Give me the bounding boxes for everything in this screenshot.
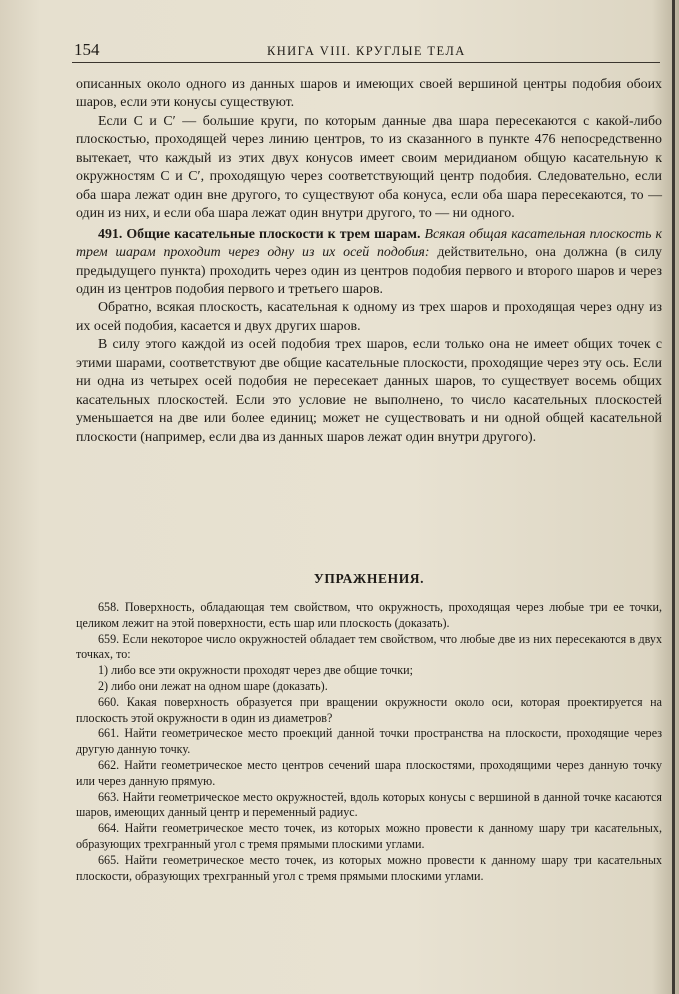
- exercises-list: [76, 600, 662, 884]
- section-491: [76, 226, 662, 300]
- running-head: КНИГА VIII. КРУГЛЫЕ ТЕЛА: [267, 44, 466, 58]
- main-text: [76, 76, 662, 447]
- section-theorem: Всякая общая касательная плоскость к трем шарам проходит через одну из их осей подобия:: [76, 226, 662, 261]
- section-number: 491.: [98, 226, 123, 242]
- paragraph: Обратно, всякая плоскость, касательная к одному из трех шаров и проходящая через одну из их осей подобия, касается и двух других шаров.: [76, 300, 662, 334]
- exercise-659-item-1: 1) либо все эти окружности проходят через две общие точки;: [98, 663, 413, 678]
- exercises-heading: УПРАЖНЕНИЯ.: [313, 571, 425, 586]
- paragraph: Если C и C′ — большие круги, по которым данные два шара пересекаются с какой-либо плоскостью, проходящей через линию центров, то из сказанного в пункте 476 непосредственно вытекает, что каждый из этих двух конусов имеет своим меридианом общую касательную к окружностям C и C′, проходящую через соответствующий центр подобия. Следовательно, если оба шара лежат один вне другого, то существуют оба конуса, если оба шара пересекаются, то — один из них, и если оба шара лежат один внутри другого, то — ни одного.: [76, 113, 662, 222]
- paragraph: В силу этого каждой из осей подобия трех шаров, если только она не имеет общих точек с этими шарами, соответствуют две общие касательные плоскости, проходящие через эту ось. Если ни одна из четырех осей подобия не пересекает данных шаров, то существует восемь общих касательных плоскостей. Если это условие не выполнено, то число касательных плоскостей уменьшается на две или более единиц; может не существовать и ни одной общей касательной плоскости (например, если два из данных шаров лежат один внутри другого).: [76, 337, 662, 445]
- exercise-659: 659. Если некоторое число окружностей обладает тем свойством, что любые две из них пересекаются в двух точках, то:: [76, 631, 662, 662]
- section-title: Общие касательные плоскости к трем шарам.: [126, 226, 421, 242]
- page-number: 154: [74, 40, 100, 59]
- page-edge-line: [672, 0, 675, 994]
- exercise-665: 665. Найти геометрическое место точек, из которых можно провести к данному шару три касательных плоскости, образующих трехгранный угол с тремя прямыми плоскими углами.: [76, 852, 662, 883]
- exercise-661: 661. Найти геометрическое место проекций данной точки пространства на плоскости, проходящие через другую данную точку.: [76, 726, 662, 757]
- exercise-659-item-2: 2) либо они лежат на одном шаре (доказать).: [98, 678, 328, 693]
- exercise-658: 658. Поверхность, обладающая тем свойством, что окружность, проходящая через любые три ее точки, целиком лежит на этой поверхности, есть шар или плоскость (доказать).: [76, 600, 662, 630]
- exercise-660: 660. Какая поверхность образуется при вращении окружности около оси, которая проектируется на плоскость этой окружности в один из диаметров?: [76, 694, 662, 725]
- paragraph-continuation: описанных около одного из данных шаров и имеющих своей вершиной центры подобия обоих шаров, если эти конусы существуют.: [76, 77, 662, 111]
- page-header: [72, 40, 660, 63]
- exercise-663: 663. Найти геометрическое место окружностей, вдоль которых конусы с вершиной в данной точке касаются шаров, имеющих данный центр и переменный радиус.: [76, 789, 662, 820]
- exercise-662: 662. Найти геометрическое место центров сечений шара плоскостями, проходящими через данную точку или через данную прямую.: [76, 757, 662, 788]
- section-proof: действительно, она должна (в силу предыдущего пункта) проходить через один из центров подобия первого и второго шаров и через один из центров подобия первого и третьего шаров.: [76, 245, 662, 297]
- exercise-664: 664. Найти геометрическое место точек, из которых можно провести к данному шару три касательных, образующих трехгранный угол с тремя прямыми плоскими углами.: [76, 821, 662, 851]
